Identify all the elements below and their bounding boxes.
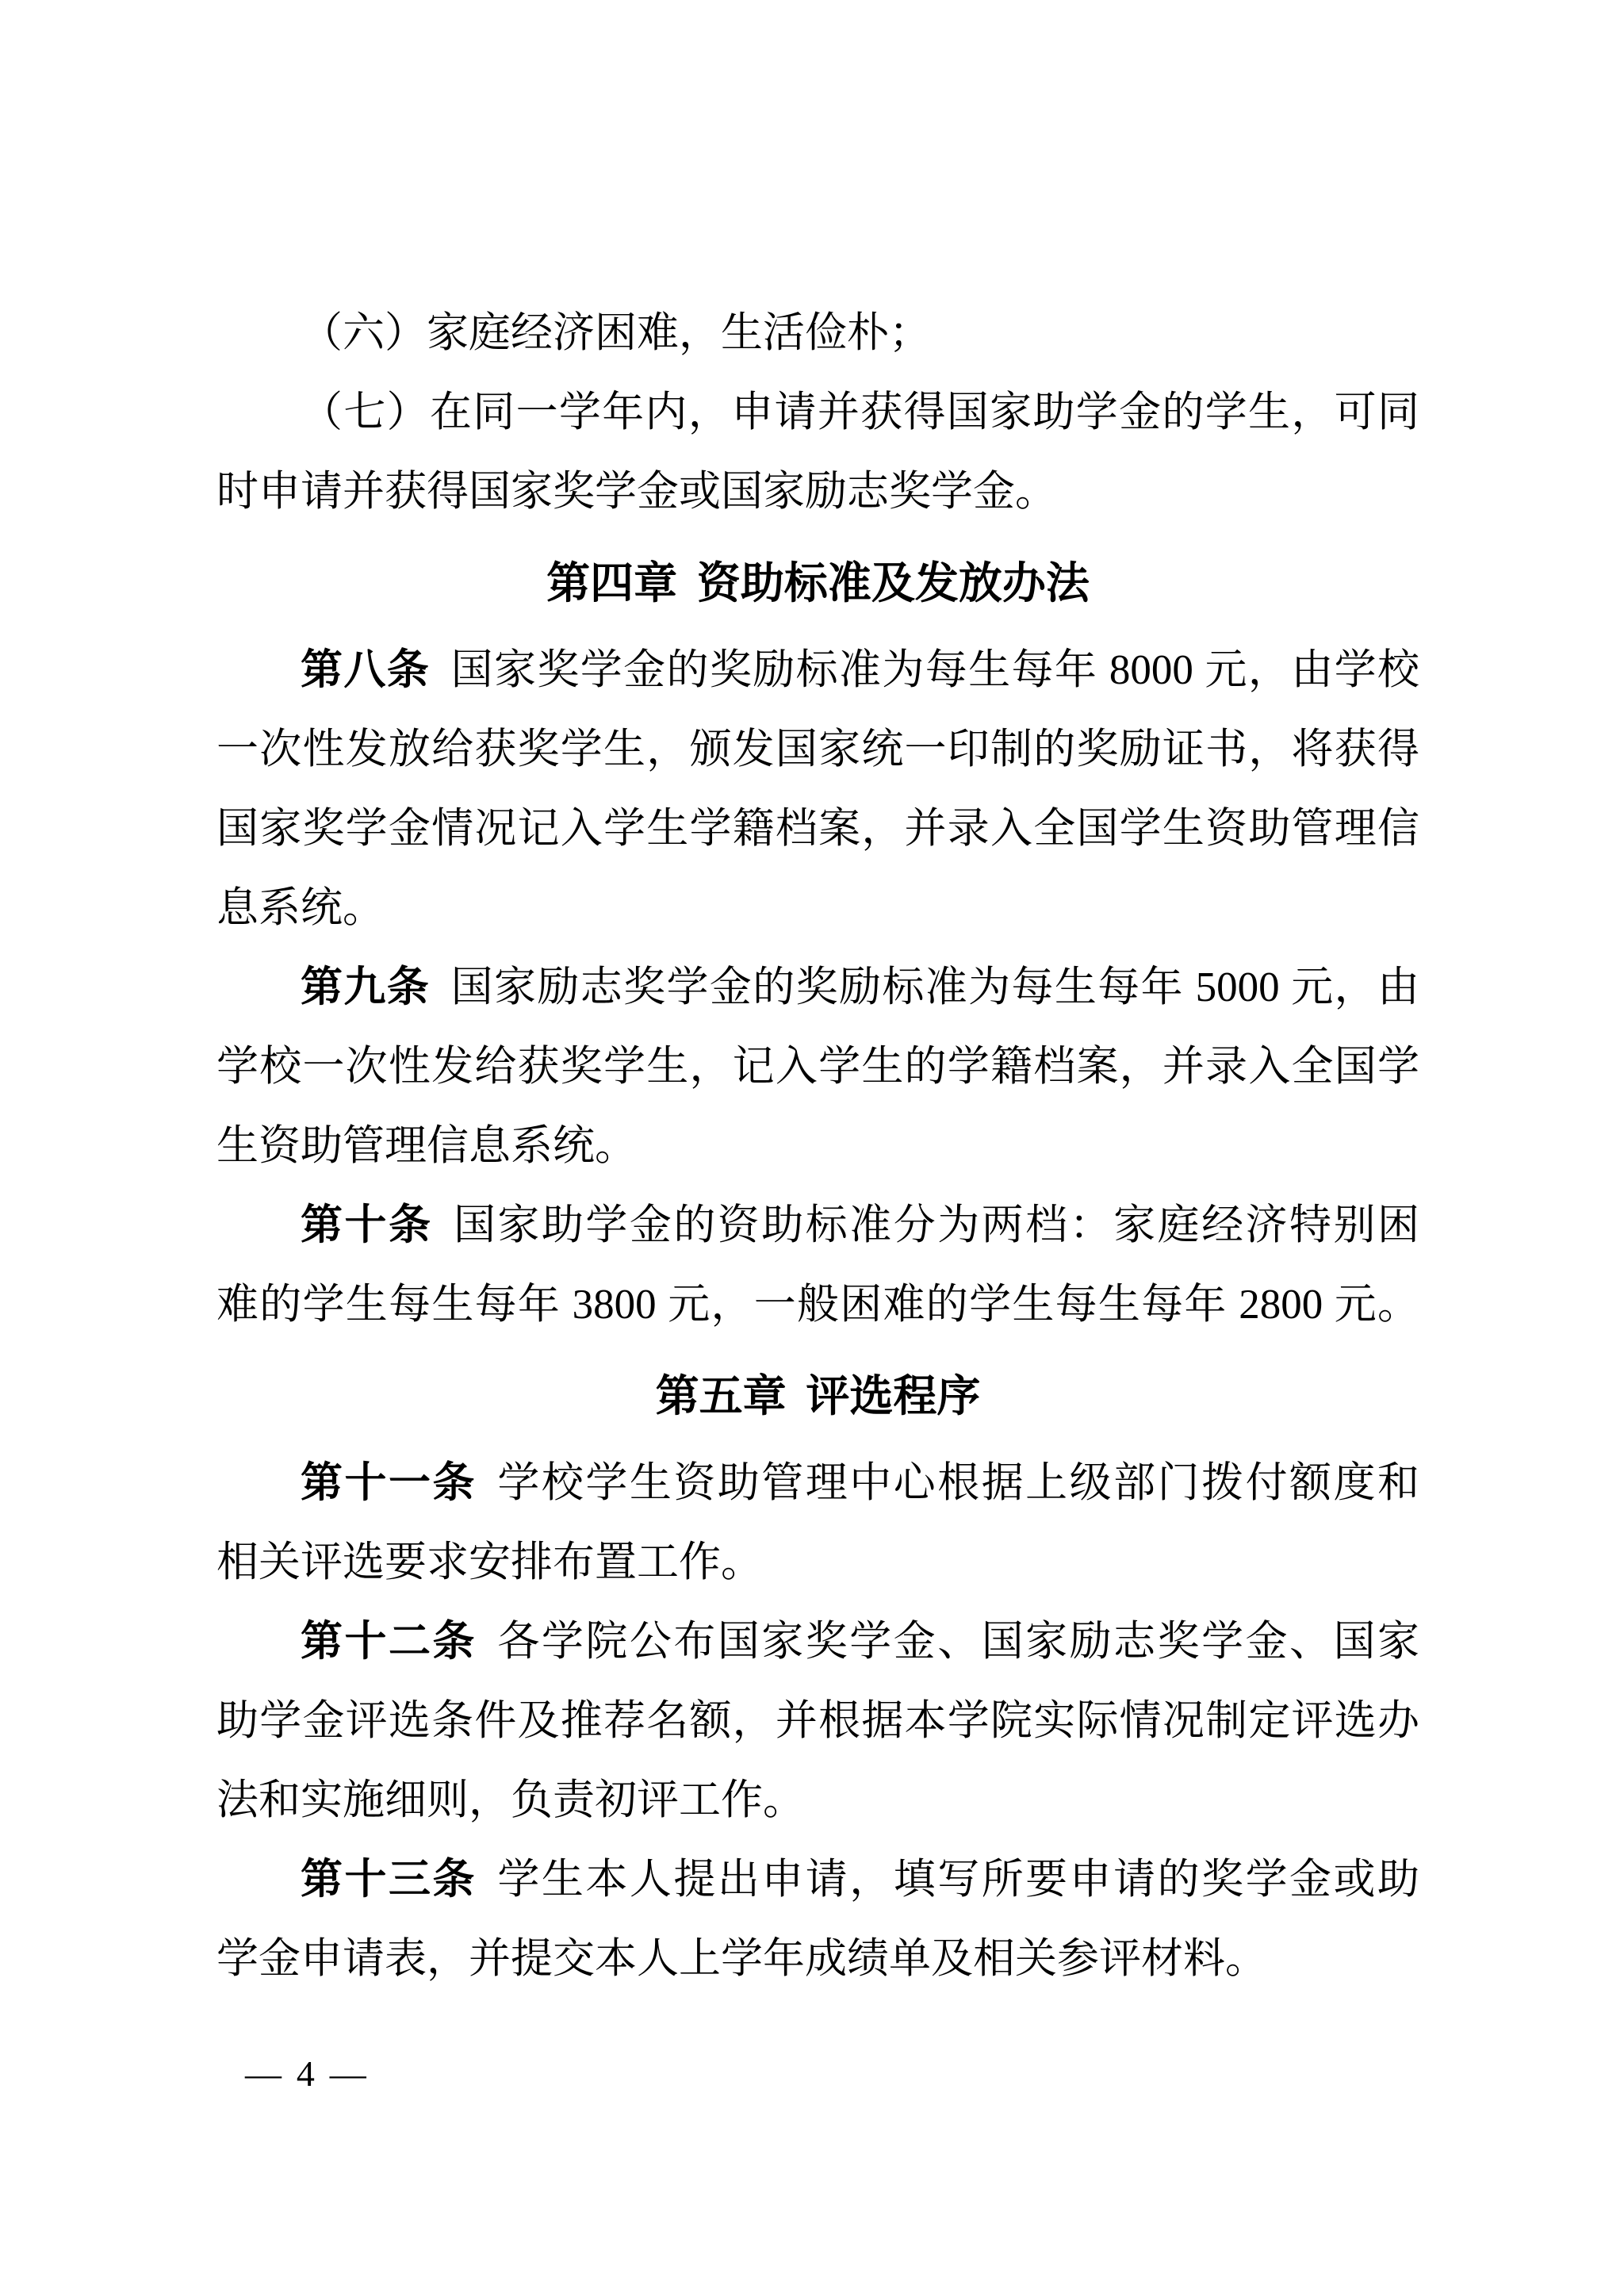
body-line <box>216 1186 1419 1265</box>
body-line <box>216 1265 1419 1344</box>
page-number: — 4 — <box>245 2053 370 2094</box>
body-line <box>216 1919 1419 1999</box>
line-text: 生资助管理信息系统。 <box>216 1123 637 1169</box>
body-line <box>216 1443 1419 1523</box>
chapter-heading <box>216 1356 1419 1435</box>
line-text: 学校一次性发给获奖学生，记入学生的学籍档案，并录入全国学 <box>216 1044 1419 1090</box>
line-text: 学金申请表，并提交本人上学年成绩单及相关参评材料。 <box>216 1936 1267 1982</box>
body-line <box>216 1681 1419 1761</box>
line-text: 息系统。 <box>216 885 385 931</box>
article-number: 第十一条 <box>301 1460 477 1506</box>
article-number: 第十二条 <box>301 1619 477 1665</box>
body-line <box>216 452 1419 531</box>
document-body <box>216 293 1419 2114</box>
line-text: 学校学生资助管理中心根据上级部门拨付额度和 <box>497 1460 1420 1506</box>
body-line <box>216 789 1419 868</box>
article-number: 第十三条 <box>301 1857 477 1903</box>
line-text: 国家励志奖学金的奖励标准为每生每年 5000 元，由 <box>450 964 1419 1010</box>
body-line <box>216 948 1419 1027</box>
article-number: 第九条 <box>301 964 431 1010</box>
body-line <box>216 293 1419 373</box>
chapter-title: 评选程序 <box>806 1371 981 1420</box>
line-text: （七）在同一学年内，申请并获得国家助学金的学生，可同 <box>301 389 1419 435</box>
line-text: 难的学生每生每年 3800 元，一般困难的学生每生每年 2800 元。 <box>216 1282 1419 1328</box>
article-number: 第十条 <box>301 1202 433 1248</box>
article-number: 第八条 <box>301 647 431 693</box>
line-text: 学生本人提出申请，填写所要申请的奖学金或助 <box>497 1857 1420 1903</box>
line-text: 各学院公布国家奖学金、国家励志奖学金、国家 <box>497 1619 1420 1665</box>
chapter-title: 资助标准及发放办法 <box>696 558 1090 608</box>
line-text: 国家奖学金的奖励标准为每生每年 8000 元，由学校 <box>450 647 1419 693</box>
body-line <box>216 1027 1419 1106</box>
body-line <box>216 373 1419 452</box>
line-text: 法和实施细则，负责初评工作。 <box>216 1777 805 1823</box>
chapter-number: 第四章 <box>546 558 678 608</box>
line-text: （六）家庭经济困难，生活俭朴； <box>301 310 931 356</box>
line-text: 时申请并获得国家奖学金或国家励志奖学金。 <box>216 469 1057 515</box>
body-line <box>216 1840 1419 1919</box>
line-text: 相关评选要求安排布置工作。 <box>216 1539 763 1585</box>
chapter-number: 第五章 <box>655 1371 787 1420</box>
line-text: 国家助学金的资助标准分为两档：家庭经济特别困 <box>453 1202 1419 1248</box>
body-line <box>216 868 1419 948</box>
body-line <box>216 631 1419 710</box>
chapter-heading <box>216 543 1419 623</box>
line-text: 国家奖学金情况记入学生学籍档案，并录入全国学生资助管理信 <box>216 806 1419 852</box>
body-line <box>216 1602 1419 1681</box>
line-text: 助学金评选条件及推荐名额，并根据本学院实际情况制定评选办 <box>216 1698 1419 1744</box>
body-line <box>216 1761 1419 1840</box>
body-line <box>216 710 1419 789</box>
body-line <box>216 1523 1419 1602</box>
body-line <box>216 1106 1419 1186</box>
line-text: 一次性发放给获奖学生，颁发国家统一印制的奖励证书，将获得 <box>216 726 1419 772</box>
